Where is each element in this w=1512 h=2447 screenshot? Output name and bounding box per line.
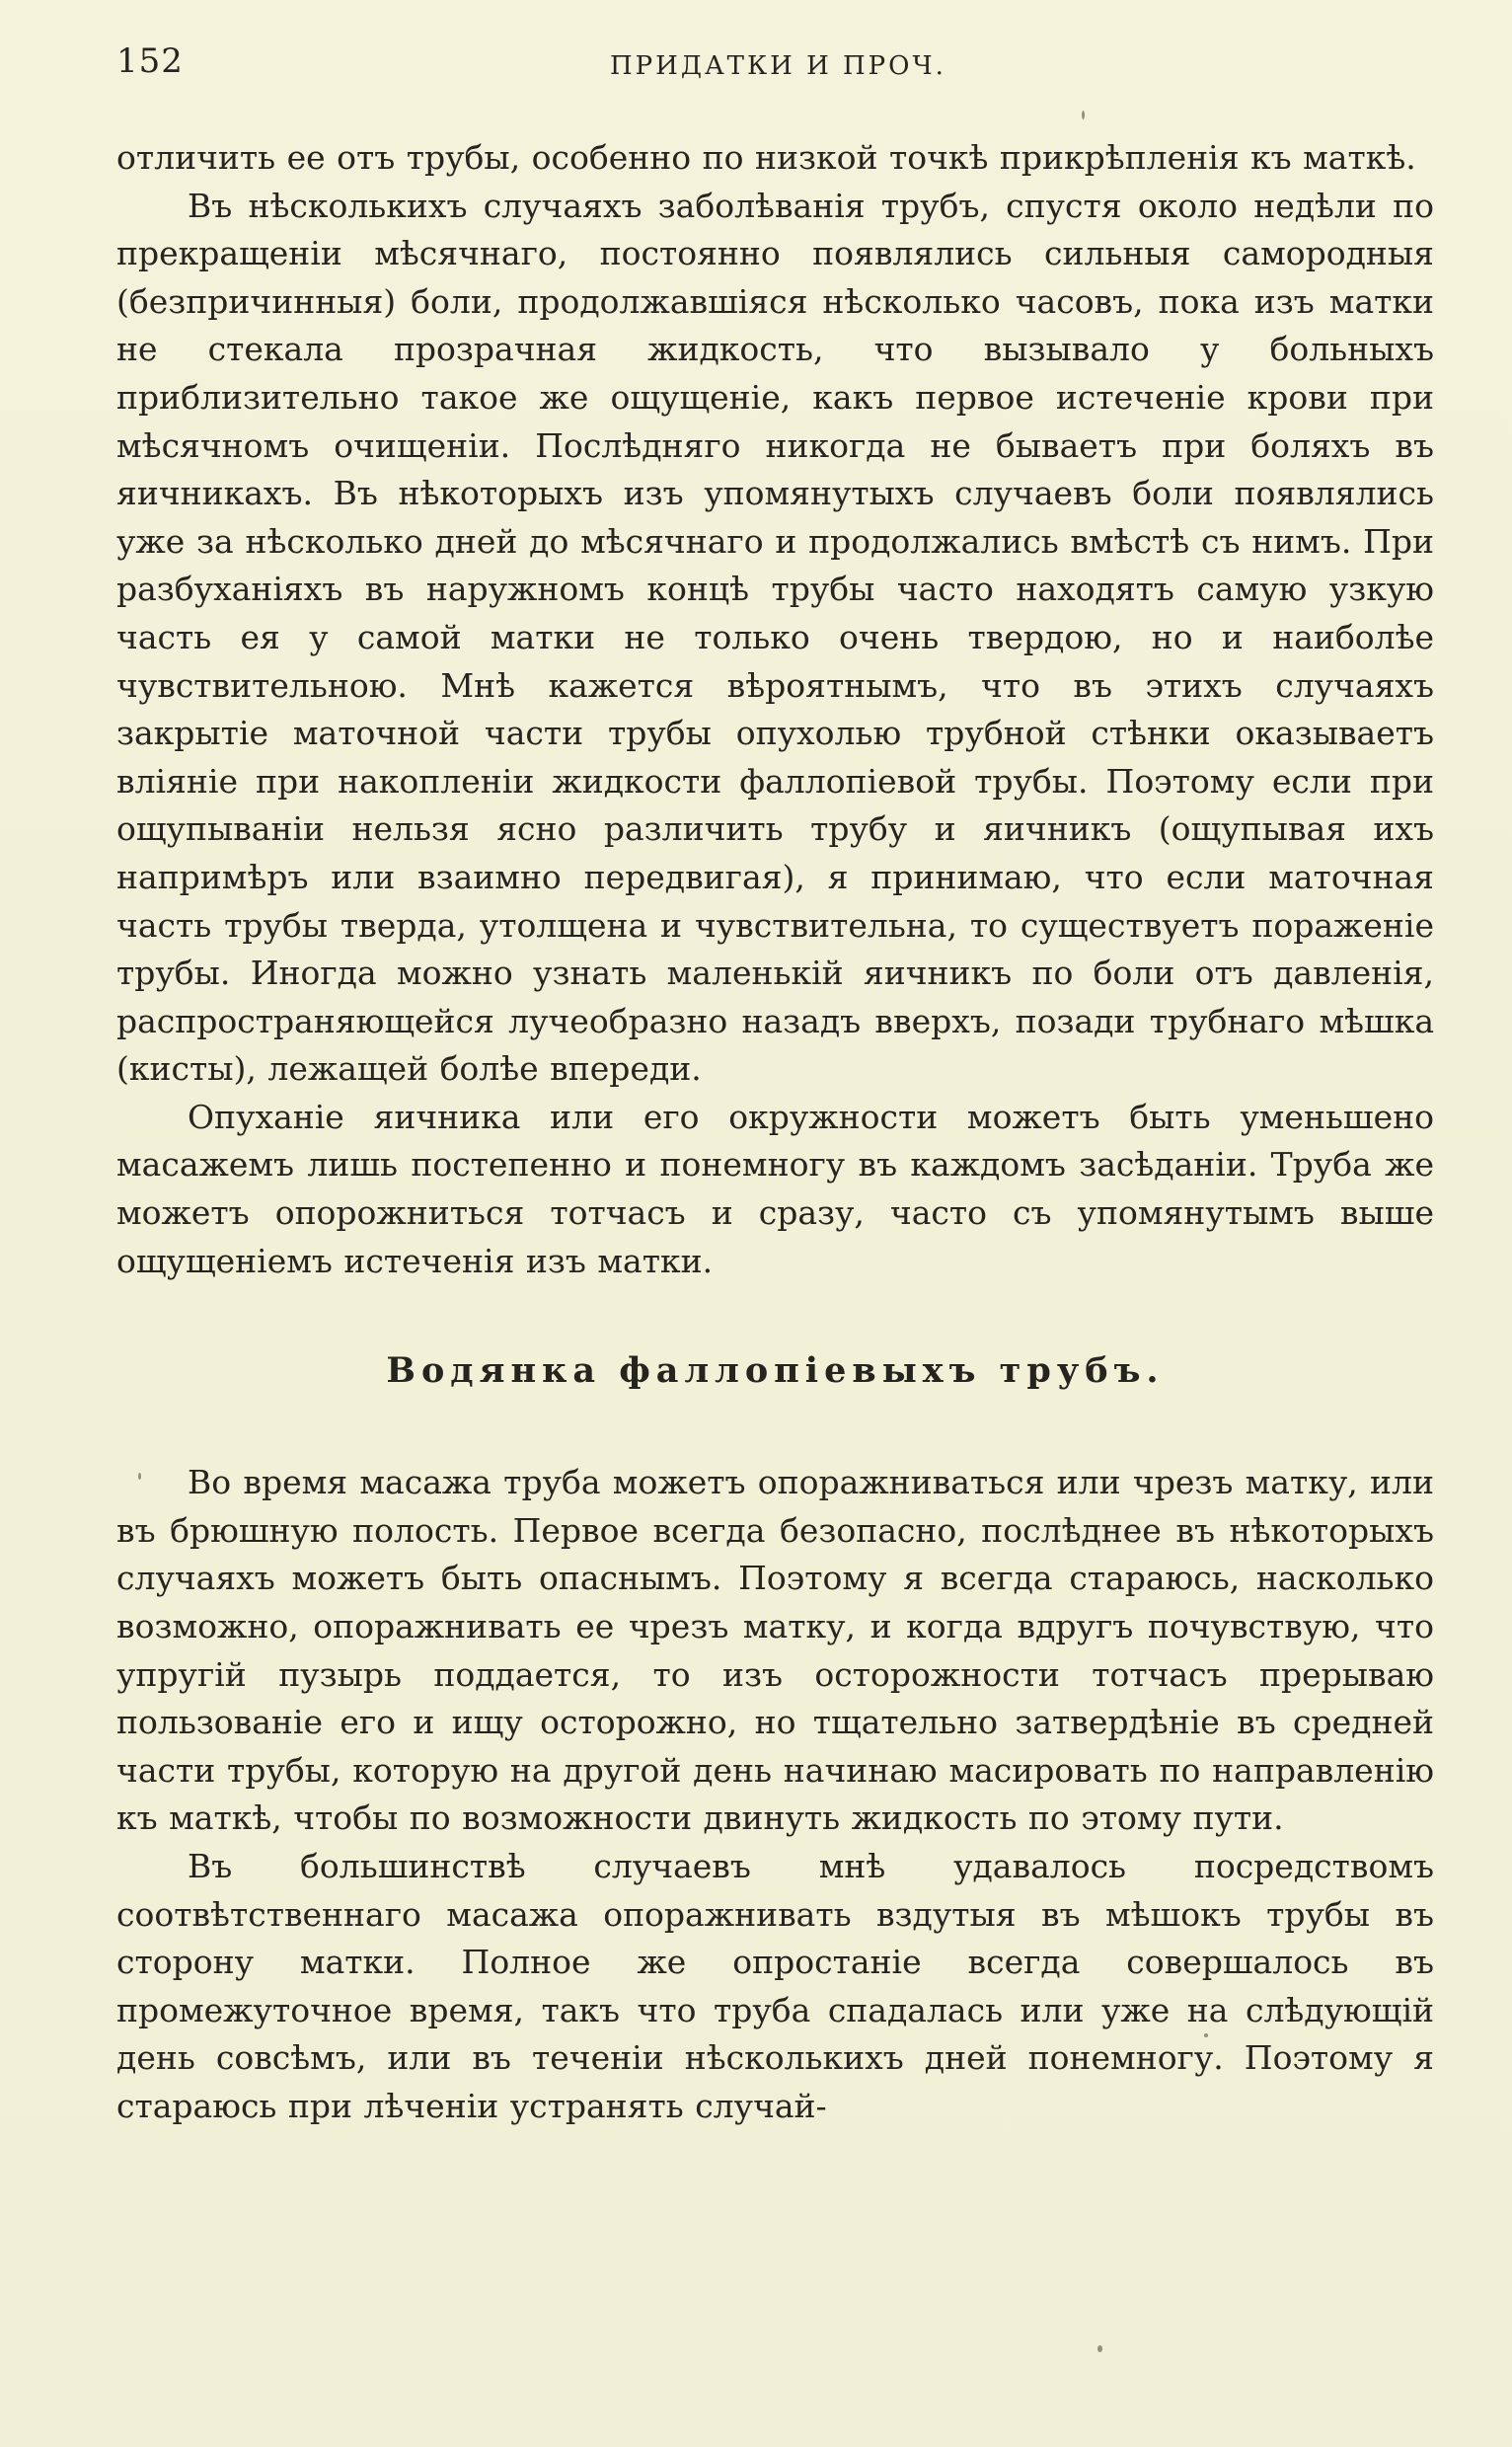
paragraph-continuation: отличить ее отъ трубы, особенно по низкой точкѣ прикрѣпленія къ маткѣ. — [116, 138, 1416, 177]
print-speck — [1097, 2345, 1102, 2352]
page-number: 152 — [116, 41, 184, 81]
running-title: ПРИДАТКИ И ПРОЧ. — [610, 51, 946, 81]
print-speck — [1082, 111, 1085, 119]
body-text — [116, 134, 1434, 2131]
paragraph-massage-emptying: Во время масажа труба можетъ опоражниваться или чрезъ матку, или въ брюшную полость. Первое всегда безопасно, послѣднее въ нѣкоторыхъ случаяхъ можетъ быть опаснымъ. Поэтому я всегда стараюсь, насколько возможно, опоражнивать ее чрезъ матку, и когда вдругъ почувствую, что упругій пузырь поддается, то изъ осторожности тотчасъ прерываю пользованіе его и ищу осторожно, но тщательно затвердѣніе въ средней части трубы, которую на другой день начинаю масировать по направленію къ маткѣ, чтобы по возможности двинуть жидкость по этому пути. — [116, 1463, 1434, 1838]
paragraph-majority-cases: Въ большинствѣ случаевъ мнѣ удавалось посредствомъ соотвѣтственнаго масажа опоражнивать вздутыя въ мѣшокъ трубы въ сторону матки. Полное же опростаніе всегда совершалось въ промежуточное время, такъ что труба спадалась или уже на слѣдующій день совсѣмъ, или въ теченіи нѣсколькихъ дней понемногу. Поэтому я стараюсь при лѣченіи устранять случай- — [116, 1847, 1434, 2125]
print-speck — [138, 1473, 141, 1480]
print-speck — [1204, 2033, 1208, 2037]
section-heading: Водянка фаллопіевыхъ трубъ. — [386, 1350, 1165, 1392]
running-head — [116, 41, 1431, 101]
paragraph-ovary-swelling: Опуханіе яичника или его окружности можетъ быть уменьшено масажемъ лишь постепенно и понемногу въ каждомъ засѣданіи. Труба же можетъ опорожниться тотчасъ и сразу, часто съ упомянутымъ выше ощущеніемъ истеченія изъ матки. — [116, 1097, 1434, 1280]
paragraph-tube-pains: Въ нѣсколькихъ случаяхъ заболѣванія трубъ, спустя около недѣли по прекращеніи мѣсячнаго, постоянно появлялись сильныя самородныя (безпричинныя) боли, продолжавшіяся нѣсколько часовъ, пока изъ матки не стекала прозрачная жидкость, что вызывало у больныхъ приблизительно такое же ощущеніе, какъ первое истеченіе крови при мѣсячномъ очищеніи. Послѣдняго никогда не бываетъ при боляхъ въ яичникахъ. Въ нѣкоторыхъ изъ упомянутыхъ случаевъ боли появлялись уже за нѣсколько дней до мѣсячнаго и продолжались вмѣстѣ съ нимъ. При разбуханіяхъ въ наружномъ концѣ трубы часто находятъ самую узкую часть ея у самой матки не только очень твердою, но и наиболѣе чувствительною. Мнѣ кажется вѣроятнымъ, что въ этихъ случаяхъ закрытіе маточной части трубы опухолью трубной стѣнки оказываетъ вліяніе при накопленіи жидкости фаллопіевой трубы. Поэтому если при ощупываніи нельзя ясно различить трубу и яичникъ (ощупывая ихъ напримѣръ или взаимно передвигая), я принимаю, что если маточная часть трубы тверда, утолщена и чувствительна, то существуетъ пораженіе трубы. Иногда можно узнать маленькій яичникъ по боли отъ давленія, распространяющейся лучеобразно назадъ вверхъ, позади трубнаго мѣшка (кисты), лежащей болѣе впереди. — [116, 186, 1434, 1089]
